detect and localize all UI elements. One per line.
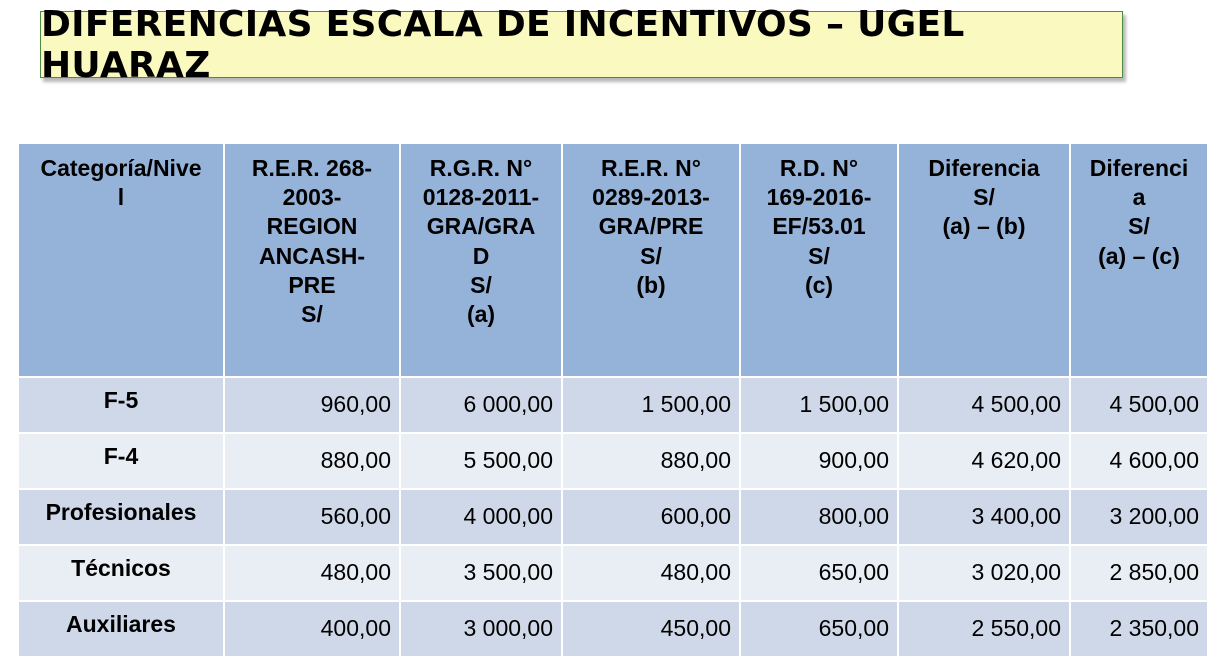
value-cell: 450,00 [562,601,740,657]
value-cell: 3 200,00 [1070,489,1208,545]
value-cell: 4 600,00 [1070,433,1208,489]
header-rer-0289-2013: R.E.R. N° 0289-2013- GRA/PRE S/ (b) [562,143,740,377]
value-cell: 880,00 [224,433,400,489]
value-cell: 800,00 [740,489,898,545]
header-rd-169-2016: R.D. N° 169-2016- EF/53.01 S/ (c) [740,143,898,377]
value-cell: 400,00 [224,601,400,657]
value-cell: 480,00 [224,545,400,601]
header-categoria-nivel: Categoría/Nive l [18,143,224,377]
value-cell: 1 500,00 [740,377,898,433]
value-cell: 650,00 [740,545,898,601]
category-cell: Auxiliares [18,601,224,657]
category-cell: Profesionales [18,489,224,545]
table-row [18,545,1208,601]
category-cell: F-4 [18,433,224,489]
value-cell: 4 500,00 [898,377,1070,433]
value-cell: 2 850,00 [1070,545,1208,601]
incentives-table [17,142,1209,658]
table-row [18,489,1208,545]
value-cell: 600,00 [562,489,740,545]
value-cell: 650,00 [740,601,898,657]
value-cell: 3 500,00 [400,545,562,601]
table-body [18,377,1208,657]
value-cell: 5 500,00 [400,433,562,489]
value-cell: 1 500,00 [562,377,740,433]
value-cell: 560,00 [224,489,400,545]
header-diferencia-a-b: Diferencia S/ (a) – (b) [898,143,1070,377]
header-diferencia-a-c: Diferenci a S/ (a) – (c) [1070,143,1208,377]
value-cell: 3 000,00 [400,601,562,657]
value-cell: 480,00 [562,545,740,601]
header-row [18,143,1208,377]
category-cell: Técnicos [18,545,224,601]
title-banner [40,3,1123,86]
value-cell: 960,00 [224,377,400,433]
category-cell: F-5 [18,377,224,433]
value-cell: 3 400,00 [898,489,1070,545]
value-cell: 3 020,00 [898,545,1070,601]
table-header [18,143,1208,377]
table-row [18,377,1208,433]
table-row [18,601,1208,657]
table-row [18,433,1208,489]
page-title: DIFERENCIAS ESCALA DE INCENTIVOS – UGEL HUARAZ [41,3,965,86]
value-cell: 6 000,00 [400,377,562,433]
value-cell: 880,00 [562,433,740,489]
value-cell: 4 000,00 [400,489,562,545]
value-cell: 900,00 [740,433,898,489]
header-rer-268-2003: R.E.R. 268- 2003- REGION ANCASH- PRE S/ [224,143,400,377]
header-rgr-0128-2011: R.G.R. N° 0128-2011- GRA/GRA D S/ (a) [400,143,562,377]
value-cell: 4 620,00 [898,433,1070,489]
value-cell: 2 550,00 [898,601,1070,657]
value-cell: 2 350,00 [1070,601,1208,657]
value-cell: 4 500,00 [1070,377,1208,433]
